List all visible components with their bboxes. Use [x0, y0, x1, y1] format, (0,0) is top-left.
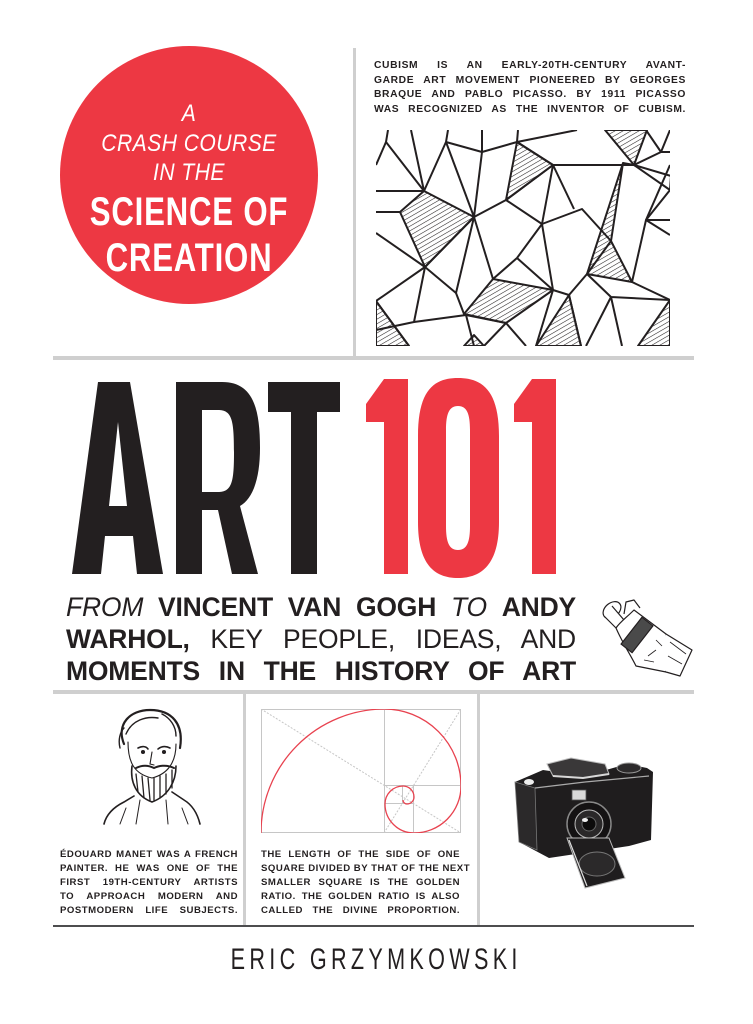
subtitle-artist-2a: ANDY: [501, 592, 577, 622]
cubism-caption-line: BRAQUE AND PABLO PICASSO. BY 1911 PICASSO: [374, 89, 686, 100]
cubism-caption-line: CUBISM IS AN EARLY-20TH-CENTURY AVANT-: [374, 60, 686, 71]
subtitle-middle: KEY PEOPLE, IDEAS, AND: [210, 624, 576, 654]
bottom-horizontal-rule: [53, 925, 694, 927]
cubism-pattern-icon: [376, 130, 670, 346]
golden-ratio-caption-line: RATIO. THE GOLDEN RATIO IS ALSO: [261, 891, 460, 902]
manet-caption-line: FIRST 19TH-CENTURY ARTISTS: [60, 877, 238, 888]
subtitle-artist-2b: WARHOL,: [66, 624, 190, 654]
golden-ratio-caption-line: SQUARE DIVIDED BY THAT OF THE NEXT: [261, 863, 471, 874]
golden-ratio-caption-line: SMALLER SQUARE IS THE GOLDEN: [261, 877, 460, 888]
badge-line-creation: CREATION: [105, 236, 273, 280]
top-horizontal-rule: [53, 356, 694, 360]
cubism-caption: [374, 59, 686, 117]
manet-caption-line: ÉDOUARD MANET WAS A FRENCH: [60, 849, 238, 860]
paint-tube-icon: [596, 594, 696, 678]
subtitle-line-2: [66, 623, 576, 655]
golden-ratio-caption-line: CALLED THE DIVINE PROPORTION.: [261, 905, 460, 916]
author-name-text: ERIC GRZYMKOWSKI: [230, 943, 523, 976]
bottom-divider-1: [243, 694, 246, 927]
golden-ratio-caption-line: THE LENGTH OF THE SIDE OF ONE: [261, 849, 460, 860]
subtitle-from: FROM: [66, 592, 144, 622]
badge-line-in-the: IN THE: [153, 159, 225, 186]
author-name: [0, 943, 753, 977]
subtitle-to: TO: [450, 592, 487, 622]
badge-line-crash-course: CRASH COURSE: [101, 130, 277, 157]
subtitle-line-1: [66, 591, 576, 623]
manet-caption: [60, 848, 238, 918]
badge-line-science-of: SCIENCE OF: [89, 190, 289, 234]
middle-horizontal-rule: [53, 690, 694, 694]
manet-caption-line: POSTMODERN LIFE SUBJECTS.: [60, 905, 238, 916]
manet-portrait-icon: [96, 704, 204, 826]
golden-spiral-icon: [261, 709, 461, 833]
badge-line-a: A: [181, 100, 197, 127]
cubism-caption-line: WAS RECOGNIZED AS THE INVENTOR OF CUBISM.: [374, 103, 686, 115]
manet-caption-line: TO APPROACH MODERN AND: [60, 891, 238, 902]
subtitle-line-3: MOMENTS IN THE HISTORY OF ART: [66, 656, 576, 686]
camera-icon: [509, 742, 659, 892]
subtitle-artist-1: VINCENT VAN GOGH: [158, 592, 437, 622]
golden-ratio-caption: [261, 848, 471, 918]
cubism-caption-line: GARDE ART MOVEMENT PIONEERED BY GEORGES: [374, 74, 686, 86]
top-vertical-divider: [353, 48, 356, 358]
subtitle: [66, 591, 576, 687]
title-art-101: [72, 378, 688, 578]
manet-caption-line: PAINTER. HE WAS ONE OF THE: [60, 863, 238, 874]
crash-course-badge: [60, 46, 318, 304]
bottom-divider-2: [477, 694, 480, 927]
